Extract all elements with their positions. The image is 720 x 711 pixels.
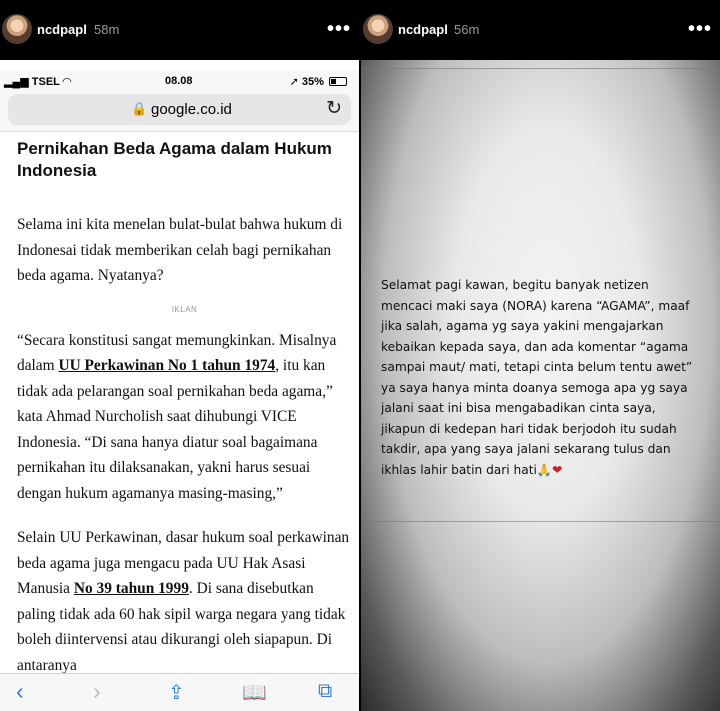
battery-status: ➚ 35% — [290, 75, 347, 88]
carrier: ▂▄▆ TSEL ◠ — [4, 76, 72, 88]
left-story-panel — [0, 0, 359, 711]
time-ago: 56m — [454, 22, 480, 37]
article-paragraph: Selama ini kita menelan bulat-bulat bahwa hukum di Indonesai tidak memberikan celah bagi pernikahan beda agama. Nyatanya? — [17, 216, 343, 284]
wifi-icon: ◠ — [62, 76, 72, 88]
article — [17, 138, 352, 697]
share-icon[interactable]: ⇪ — [168, 682, 185, 704]
law-link[interactable]: UU Perkawinan No 1 tahun 1974 — [58, 357, 276, 374]
address-bar-container — [0, 92, 359, 132]
story-header — [361, 0, 720, 60]
signal-icon: ▂▄▆ — [4, 76, 29, 88]
heart-icon: ❤ — [552, 462, 563, 477]
law-link[interactable]: No 39 tahun 1999 — [73, 580, 189, 597]
more-icon[interactable]: ••• — [687, 18, 712, 40]
username[interactable]: ncdpapl — [37, 22, 87, 37]
article-paragraph: Selain UU Perkawinan, dasar hukum soal perkawinan beda agama juga mengacu pada UU Hak Asasi Manusia No 39 tahun 1999. Di sana disebutkan paling tidak ada 60 hak sipil warga negara yang tidak boleh diintervensi atau dikurangi oleh siapapun. Di antaranya — [17, 529, 350, 674]
battery-icon — [329, 77, 347, 86]
username[interactable]: ncdpapl — [398, 22, 448, 37]
address-bar[interactable] — [8, 94, 351, 125]
status-time: 08.08 — [165, 75, 193, 87]
browser-toolbar — [0, 673, 359, 711]
pray-icon: 🙏 — [536, 462, 553, 477]
time-ago: 58m — [94, 22, 120, 37]
ad-label: IKLAN — [171, 304, 198, 314]
story-caption: Selamat pagi kawan, begitu banyak netizen mencaci maki saya (NORA) karena “AGAMA”, maaf jika salah, agama yg saya yakini mengajarkan kebaikan kepada saya, dan ada komentar “agama sampai maut/ mati, tetapi cinta belum tentu awet” ya saya hanya minta doanya semoga apa yg saya jalani saat ini bisa mengabadikan cinta saya, jikapun di kedepan hari tidak berjodoh itu sudah takdir, apa yang saya jalani sekarang tulus dan ikhlas lahir batin dari hati🙏❤ — [381, 278, 693, 477]
location-icon: ➚ — [289, 76, 299, 88]
story-header — [0, 0, 359, 60]
tabs-icon[interactable]: ⧉ — [318, 680, 333, 702]
article-paragraph: “Secara konstitusi sangat memungkinkan. Misalnya dalam UU Perkawinan No 1 tahun 1974, itu kan tidak ada pelarangan soal pernikahan beda agama,” kata Ahmad Nurcholish saat dihubungi VICE Indonesia. “Di sana hanya diatur soal bagaimana pernikahan itu dilaksanakan, yakni harus sesuai dengan hukum agamanya masing-masing,” — [17, 331, 337, 502]
reload-icon[interactable]: ↻ — [326, 98, 342, 119]
lock-icon: 🔒 — [131, 101, 148, 116]
back-icon[interactable]: ‹ — [16, 678, 24, 704]
divider-line — [361, 68, 720, 69]
divider-line — [361, 521, 720, 522]
avatar[interactable] — [2, 14, 32, 44]
more-icon[interactable]: ••• — [326, 18, 351, 40]
article-title: Pernikahan Beda Agama dalam Hukum Indonesia — [17, 139, 332, 180]
bookmarks-icon[interactable]: 📖 — [242, 682, 267, 704]
url-text[interactable]: google.co.id — [151, 101, 232, 118]
avatar[interactable] — [363, 14, 393, 44]
right-story-panel — [361, 0, 720, 711]
forward-icon[interactable]: › — [93, 678, 101, 704]
phone-status-bar — [0, 70, 359, 92]
